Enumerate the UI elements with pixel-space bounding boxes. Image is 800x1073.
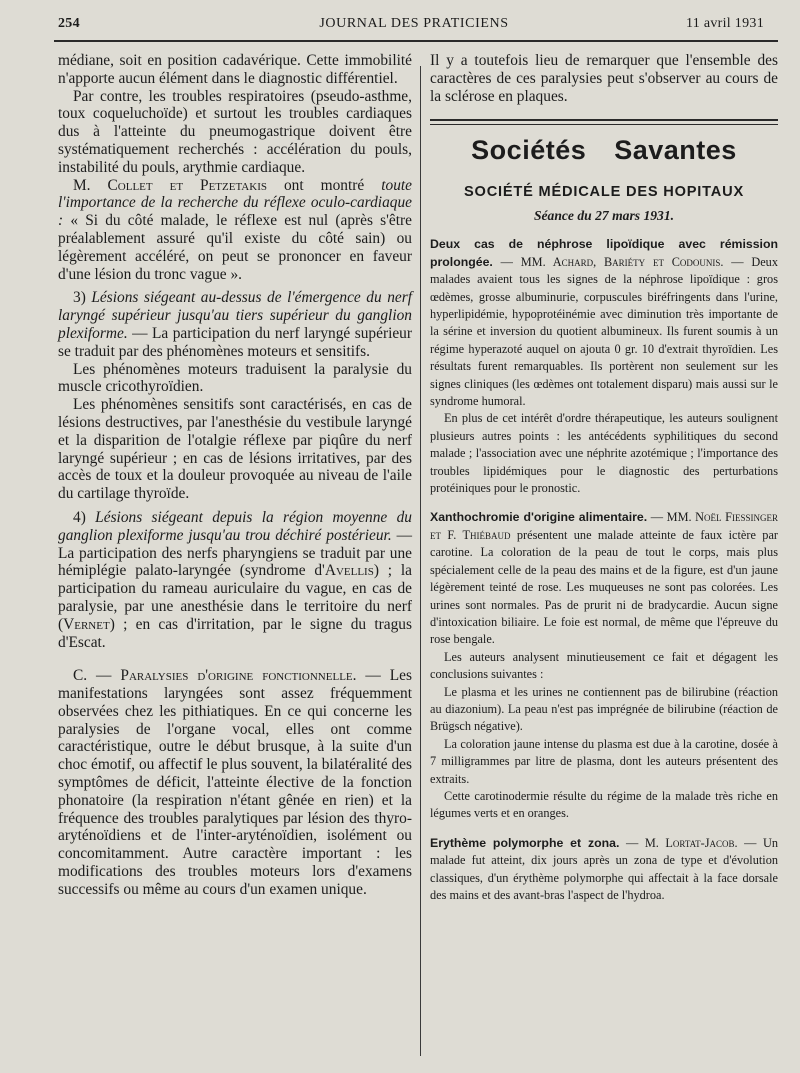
paragraph — [58, 509, 412, 651]
session-date: Séance du 27 mars 1931. — [533, 208, 675, 224]
paragraph: Il y a toutefois lieu de remarquer que l'ensemble des caractères de ces paralysies peut s'observer au cours de la sclérose en plaques. — [430, 52, 778, 105]
text: ) ; en cas d'irritation, par le signe du tragus d'Escat. — [58, 615, 412, 651]
text: — Deux malades avaient tous les signes de la néphrose lipoïdique : gros œdèmes, grosse albuminurie, corpuscules biréfringents dans l'urine, hyperlipidémie, hypoprotéinémie avec diminution très importante de la sérine et inversion du quotient albumineux. Ils furent soumis à un régime hyperazoté auquel on ajouta 0 gr. 10 d'extrait thyroïdien. Les résultats furent remarquables. Ils portèrent non seulement sur les signes cliniques (les œdèmes ont totalement disparu) mais aussi sur le syndrome humoral. — [430, 254, 778, 409]
text: — Un malade fut atteint, dix jours après un zona de type et d'évolution classiques, d'un érythème polymorphe qui affectait à la face dorsale des mains et des avant-bras l'aspect de l'hydroa. — [430, 835, 778, 903]
authors: M. Collet et Petzetakis — [73, 176, 267, 194]
paragraph — [58, 177, 412, 284]
paragraph: Le plasma et les urines ne contiennent pas de bilirubine (réaction au diazonium). La peau n'est pas imprégnée de bilirubine (réaction de Brügsch négative). — [430, 684, 778, 734]
author-name: Avellis — [324, 562, 374, 580]
paragraph — [58, 667, 412, 898]
paragraph — [430, 835, 778, 905]
section-heading: C. — Paralysies d'origine fonctionnelle. — [73, 667, 357, 685]
paragraph: médiane, soit en position cadavérique. Cette immobilité n'apporte aucun élément dans le diagnostic différentiel. — [58, 52, 412, 87]
italic-text: Lésions siégeant depuis la région moyenne du ganglion plexiforme jusqu'au trou déchiré postérieur. — [58, 508, 412, 544]
section-banner — [430, 135, 778, 166]
paragraph: Les phénomènes sensitifs sont caractérisés, en cas de lésions destructives, par l'anesthésie du vestibule laryngé et la disparition de l'otalgie réflexe par piqûre du nerf laryngé supérieur ; en cas de lésions irritatives, par des accès de toux et la douleur provoquée au niveau de l'aile du cartilage thyroïde. — [58, 396, 412, 503]
paragraph: En plus de cet intérêt d'ordre thérapeutique, les auteurs soulignent plusieurs autres points : les antécédents syphilitiques du second malade ; l'association avec une néphrite azotémique ; l'importance des troubles lipidémiques pour le diagnostic des perturbations protéiniques pour le pronostic. — [430, 411, 778, 496]
paragraph: Par contre, les troubles respiratoires (pseudo-asthme, toux coqueluchoïde) et surtout les troubles cardiaques dus à l'atteinte du pneumogastrique doivent être systématiquement recherchés : accélération du pouls, instabilité du pouls, arythmie cardiaque. — [58, 87, 412, 176]
article — [430, 835, 778, 905]
article — [430, 509, 778, 822]
author-name: Vernet — [63, 615, 110, 633]
paragraph: Cette carotinodermie résulte du régime de la malade très riche en légumes verts et en oranges. — [430, 788, 778, 821]
issue-date: 11 avril 1931 — [685, 16, 764, 31]
left-column — [58, 52, 412, 899]
italic-text: Lésions siégeant au-dessus de l'émergence du nerf laryngé supérieur jusqu'au tiers supérieur du ganglion plexiforme. — [58, 289, 412, 342]
text: — Les manifestations laryngées sont assez fréquemment observées chez les pithiatiques. En ce qui concerne les paralysies de l'organe vocal, elles ont comme caractéristique, outre le début brusque, à la suite d'un choc émotif, ou affectif le plus souvent, la bilatéralité des symptômes de déficit, l'atteinte élective de la fonction phonatoire (la respiration n'étant gênée en rien) et la fréquence des troubles paralytiques par lésion des thyro-aryténoïdiens et de l'inter-aryténoïdien, isolément ou concomitamment. Autre caractère important : les modifications des troubles moteurs lors d'examens successifs ou même au cours d'un examen unique. — [58, 667, 412, 898]
text: ont montré — [266, 176, 382, 194]
banner-word: Sociétés — [471, 135, 587, 166]
text: ) ; la participation du rameau auriculaire du vague, en cas de paralysie, par une anesthésie dans le territoire du nerf ( — [58, 562, 412, 633]
article-title: Deux cas de néphrose lipoïdique avec rémission prolongée. — [430, 237, 778, 269]
paragraph: Les phénomènes moteurs traduisent la paralysie du muscle cricothyroïdien. — [58, 360, 412, 396]
column-divider — [420, 66, 421, 1056]
article-authors: — MM. Noël Fiessinger et F. Thiébaud — [430, 510, 778, 542]
list-number: 4) — [73, 508, 96, 526]
paragraph: La coloration jaune intense du plasma est due à la carotine, dosée à 7 milligrammes par litre de plasma, dont les auteurs présentent des extraits. — [430, 736, 778, 786]
text: présentent une malade atteinte de faux ictère par carotine. La coloration de la peau de tout le corps, mais plus spécialement celle de la peau des mains et de la figure, est d'un jaune légèrement teinté de rose. Les muqueuses ne sont pas colorées. Les urines sont normales. Pas de prurit ni de bradycardie. Aucun signe d'intoxication biliaire. Le foie est normal, de même que l'épreuve du rose bengale. — [430, 527, 778, 647]
italic-text: toute l'importance de la recherche du réflexe oculo-cardiaque : — [58, 176, 412, 230]
text: — La participation des nerfs pharyngiens se traduit par une hémiplégie palato-laryngée (syndrome d' — [58, 526, 412, 580]
journal-title: JOURNAL DES PRATICIENS — [319, 16, 509, 31]
article-authors: — M. Lortat-Jacob. — [619, 835, 738, 850]
paragraph: Les auteurs analysent minutieusement ce fait et dégagent les conclusions suivantes : — [430, 649, 778, 682]
double-rule — [430, 119, 778, 125]
society-heading: SOCIÉTÉ MÉDICALE DES HOPITAUX — [464, 184, 744, 201]
article-title: Xanthochromie d'origine alimentaire. — [430, 510, 648, 525]
page-header — [58, 14, 770, 36]
article-title: Erythème polymorphe et zona. — [430, 835, 620, 850]
banner-word: Savantes — [614, 135, 737, 166]
right-column — [430, 52, 778, 904]
paragraph — [430, 509, 778, 648]
text: — La participation du nerf laryngé supérieur se traduit par des phénomènes moteurs et sensitifs. — [58, 324, 412, 360]
paragraph — [58, 289, 412, 360]
article-authors: — MM. Achard, Bariéty et Codounis. — [492, 254, 724, 269]
page-number: 254 — [58, 16, 80, 31]
list-number: 3) — [73, 289, 92, 307]
paragraph — [430, 236, 778, 410]
header-rule — [54, 40, 778, 42]
article — [430, 236, 778, 497]
text: « Si du côté malade, le réflexe est nul (après s'être préalablement assuré qu'il existe du côté sain) ou légèrement accéléré, on peut se prononcer en faveur d'une lésion du tronc vague ». — [58, 212, 412, 283]
